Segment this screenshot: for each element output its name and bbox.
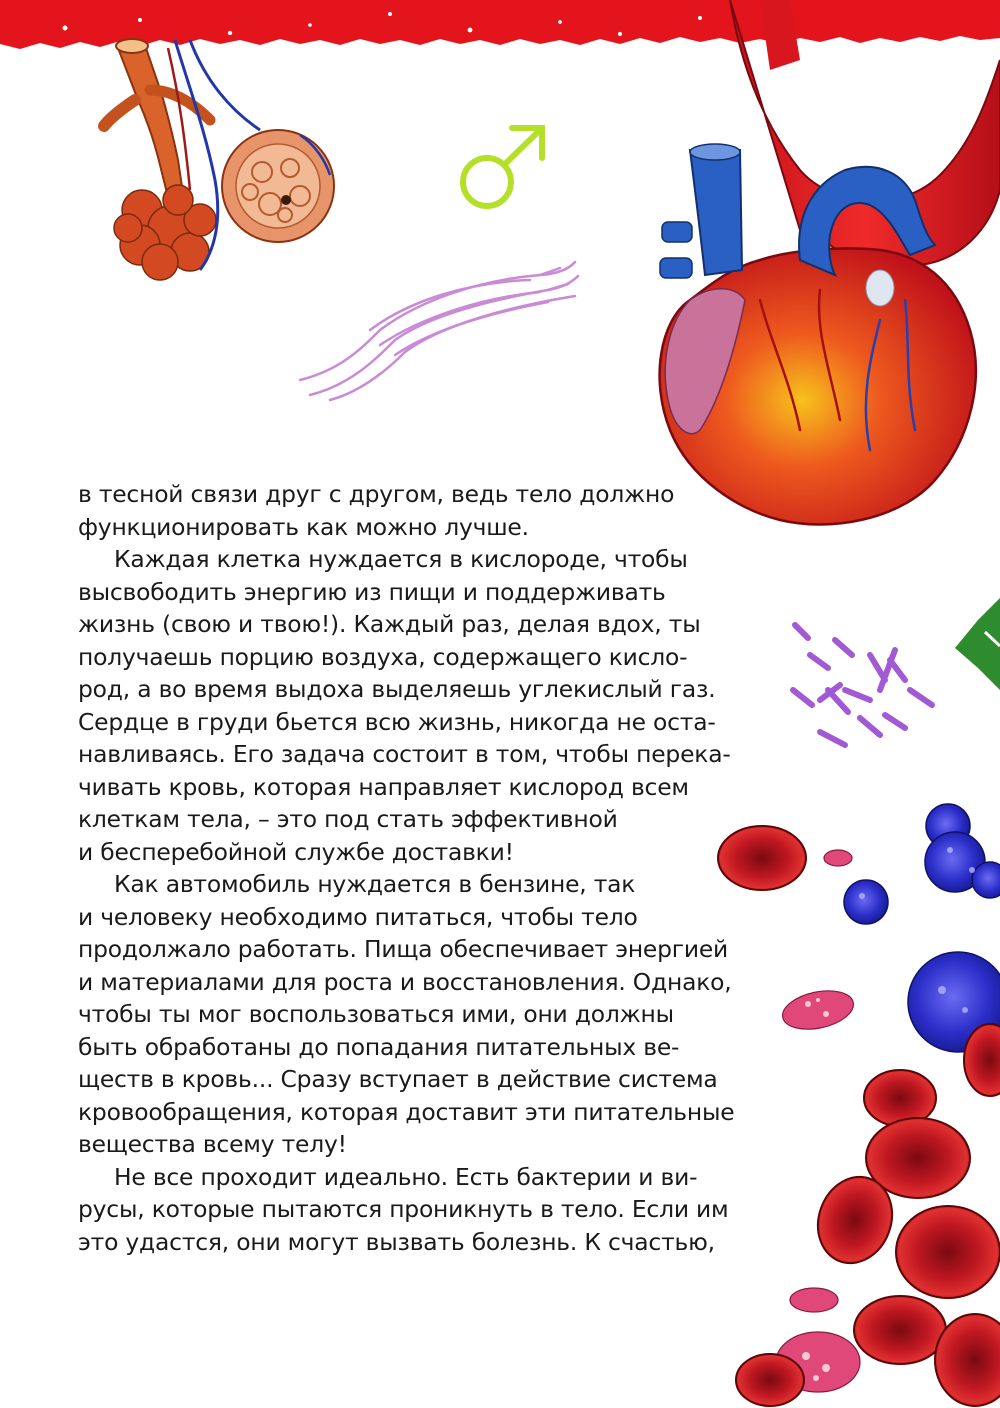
text-line: Сердце в груди бьется всю жизнь, никогда не оста-	[78, 707, 716, 736]
text-line: чтобы ты мог воспользоваться ими, они должны	[78, 1000, 674, 1028]
text-line: кровообращения, которая доставит эти питательные	[78, 1097, 735, 1126]
text-line: функционировать как можно лучше.	[78, 512, 529, 541]
text-line: вещества всему телу!	[78, 1130, 347, 1158]
text-line: чивать кровь, которая направляет кислород всем	[78, 772, 689, 801]
text-line: это удастся, они могут вызвать болезнь. К счастью,	[78, 1227, 715, 1256]
text-line: и бесперебойной службе доставки!	[78, 837, 514, 866]
paragraph-start-line: Как автомобиль нуждается в бензине, так	[114, 870, 636, 898]
text-line: жизнь (свою и твою!). Каждый раз, делая вдох, ты	[78, 610, 701, 638]
paragraph-start-line: Не все проходит идеально. Есть бактерии и ви-	[114, 1162, 698, 1191]
paragraph-start-line: Каждая клетка нуждается в кислороде, чтобы	[114, 545, 688, 573]
text-line: и материалами для роста и восстановления. Однако,	[78, 967, 732, 996]
text-line: род, а во время выдоха выделяешь углекислый газ.	[78, 675, 716, 703]
text-line: быть обработаны до попадания питательных ве-	[78, 1032, 680, 1061]
text-line: навливаясь. Его задача состоит в том, чтобы перека-	[78, 740, 731, 768]
text-line: в тесной связи друг с другом, ведь тело должно	[78, 480, 675, 508]
text-line: продолжало работать. Пища обеспечивает энергией	[78, 935, 729, 963]
text-line: русы, которые пытаются проникнуть в тело. Если им	[78, 1195, 729, 1223]
text-line: получаешь порцию воздуха, содержащего кисло-	[78, 642, 688, 671]
text-line: клеткам тела, – это под стать эффективной	[78, 805, 618, 833]
text-line: ществ в кровь... Сразу вступает в действие система	[78, 1065, 718, 1093]
body-text	[78, 478, 758, 1258]
text-line: высвободить энергию из пищи и поддерживать	[78, 577, 666, 606]
text-line: и человеку необходимо питаться, чтобы тело	[78, 902, 638, 931]
